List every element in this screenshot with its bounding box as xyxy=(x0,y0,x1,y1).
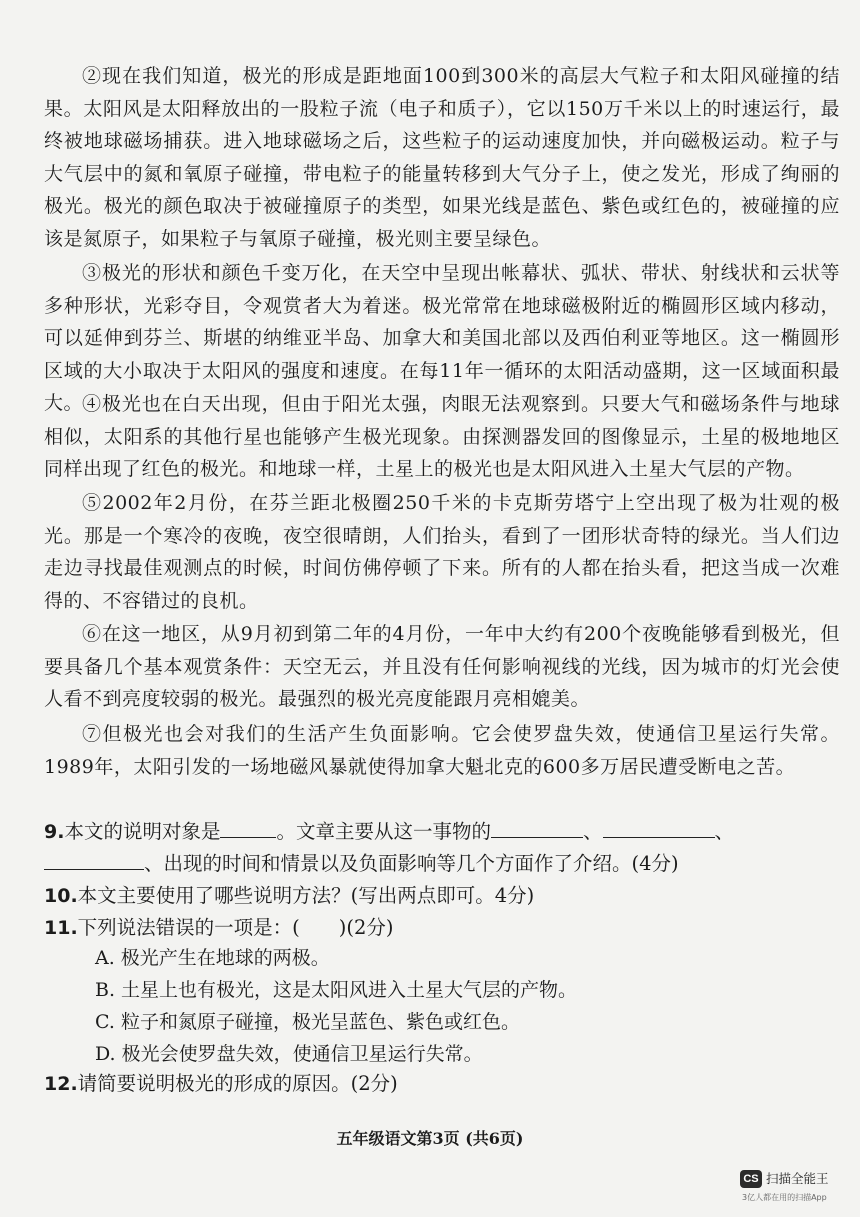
question-12 xyxy=(44,1068,844,1100)
passage-paragraph-7: ⑦但极光也会对我们的生活产生负面影响。它会使罗盘失效，使通信卫星运行失常。1989年，太阳引发的一场地磁风暴就使得加拿大魁北克的600多万居民遭受断电之苦。 xyxy=(44,723,840,778)
question-10 xyxy=(44,880,844,912)
passage-paragraph-3: ③极光的形状和颜色千变万化，在天空中呈现出帐幕状、弧状、带状、射线状和云状等多种形状，光彩夺目，令观赏者大为着迷。极光常常在地球磁极附近的椭圆形区域内移动，可以延伸到芬兰、斯堪的纳维亚半岛、加拿大和美国北部以及西伯利亚等地区。这一椭圆形区域的大小取决于太阳风的强度和速度。在每11年一循环的太阳活动盛期，这一区域面积最大。 xyxy=(44,262,840,414)
option-c: C. 粒子和氮原子碰撞，极光呈蓝色、紫色或红色。 xyxy=(95,1011,520,1033)
question-9-text-e: 、出现的时间和情景以及负面影响等几个方面作了介绍。(4分) xyxy=(144,852,679,875)
question-9-continued xyxy=(44,848,844,880)
answer-blank-3[interactable] xyxy=(603,817,715,838)
answer-blank-1[interactable] xyxy=(220,817,276,838)
question-12-text: 请简要说明极光的形成的原因。(2分) xyxy=(77,1072,398,1095)
question-11 xyxy=(44,912,844,944)
question-9-number: 9. xyxy=(44,821,65,843)
question-11-number: 11. xyxy=(44,917,78,939)
option-b: B. 土星上也有极光，这是太阳风进入土星大气层的产物。 xyxy=(95,979,578,1001)
camscanner-watermark xyxy=(740,1170,850,1210)
question-9-text-a: 本文的说明对象是 xyxy=(64,820,221,843)
option-a: A. 极光产生在地球的两极。 xyxy=(95,947,330,969)
camscanner-tagline: 3亿人都在用的扫描App xyxy=(742,1193,827,1202)
question-9 xyxy=(44,816,844,848)
answer-blank-2[interactable] xyxy=(491,817,583,838)
question-10-number: 10. xyxy=(44,885,78,907)
page-footer: 五年级语文第3页 (共6页) xyxy=(336,1129,524,1148)
option-d: D. 极光会使罗盘失效，使通信卫星运行失常。 xyxy=(95,1043,483,1065)
passage-paragraph-2: ②现在我们知道，极光的形成是距地面100到300米的高层大气粒子和太阳风碰撞的结果。太阳风是太阳释放出的一股粒子流（电子和质子），它以150万千米以上的时速运行，最终被地球磁场捕获。进入地球磁场之后，这些粒子的运动速度加快，并向磁极运动。粒子与大气层中的氮和氧原子碰撞，带电粒子的能量转移到大气分子上，使之发光，形成了绚丽的极光。极光的颜色取决于被碰撞原子的类型，如果光线是蓝色、紫色或红色的，被碰撞的应该是氮原子，如果粒子与氧原子碰撞，极光则主要呈绿色。 xyxy=(44,65,840,250)
question-10-text: 本文主要使用了哪些说明方法？(写出两点即可。4分) xyxy=(77,884,535,907)
camscanner-logo-icon: CS xyxy=(740,1170,762,1188)
camscanner-app-name: 扫描全能王 xyxy=(766,1171,829,1186)
question-9-text-b: 。文章主要从这一事物的 xyxy=(276,820,491,843)
answer-blank-4[interactable] xyxy=(44,849,144,870)
question-9-text-d: 、 xyxy=(714,820,735,843)
passage-paragraph-4: ④极光也在白天出现，但由于阳光太强，肉眼无法观察到。只要大气和磁场条件与地球相似，太阳系的其他行星也能够产生极光现象。由探测器发回的图像显示，土星的极地地区同样出现了红色的极光。和地球一样，土星上的极光也是太阳风进入土星大气层的产物。 xyxy=(44,393,840,480)
passage-paragraph-5: ⑤2002年2月份，在芬兰距北极圈250千米的卡克斯劳塔宁上空出现了极为壮观的极光。那是一个寒冷的夜晚，夜空很晴朗，人们抬头，看到了一团形状奇特的绿光。当人们边走边寻找最佳观测点的时候，时间仿佛停顿了下来。所有的人都在抬头看，把这当成一次难得的、不容错过的良机。 xyxy=(44,492,840,612)
passage-paragraph-6: ⑥在这一地区，从9月初到第二年的4月份，一年中大约有200个夜晚能够看到极光，但要具备几个基本观赏条件：天空无云，并且没有任何影响视线的光线，因为城市的灯光会使人看不到亮度较弱的极光。最强烈的极光亮度能跟月亮相媲美。 xyxy=(44,623,840,710)
question-11-text: 下列说法错误的一项是：( )(2分) xyxy=(77,916,394,939)
question-12-number: 12. xyxy=(44,1073,78,1095)
question-9-text-c: 、 xyxy=(582,820,603,843)
